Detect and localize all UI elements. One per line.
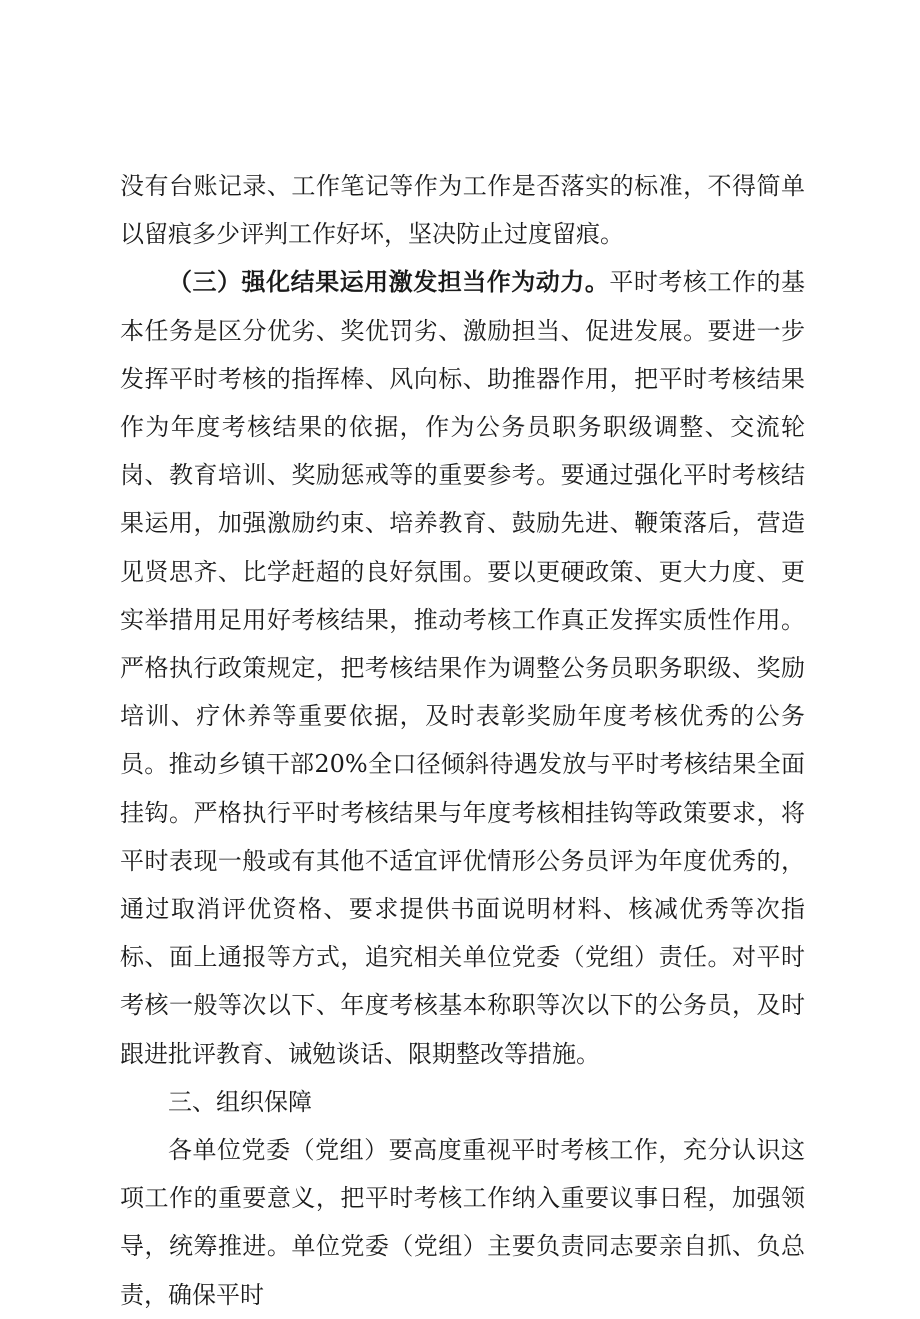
paragraph-body: 平时考核工作的基本任务是区分优劣、奖优罚劣、激励担当、促进发展。要进一步发挥平时考核的指挥棒、风向标、助推器作用，把平时考核结果作为年度考核结果的依据，作为公务员职务职级调整、交流轮岗、教育培训、奖励惩戒等的重要参考。要通过强化平时考核结果运用，加强激励约束、培养教育、鼓励先进、鞭策落后，营造见贤思齐、比学赶超的良好氛围。要以更硬政策、更大力度、更实举措用足用好考核结果，推动考核工作真正发挥实质性作用。严格执行政策规定，把考核结果作为调整公务员职务职级、奖励培训、疗休养等重要依据，及时表彰奖励年度考核优秀的公务员。推动乡镇干部20%全口径倾斜待遇发放与平时考核结果全面挂钩。严格执行平时考核结果与年度考核相挂钩等政策要求，将平时表现一般或有其他不适宜评优情形公务员评为年度优秀的，通过取消评优资格、要求提供书面说明材料、核减优秀等次指标、面上通报等方式，追究相关单位党委（党组）责任。对平时考核一般等次以下、年度考核基本称职等次以下的公务员，及时跟进批评教育、诫勉谈话、限期整改等措施。 [120,268,805,1068]
subsection-heading: （三）强化结果运用激发担当作为动力。 [168,268,610,297]
paragraph-result-application [120,258,805,1077]
paragraph-organization: 各单位党委（党组）要高度重视平时考核工作，充分认识这项工作的重要意义，把平时考核工作纳入重要议事日程，加强领导，统筹推进。单位党委（党组）主要负责同志要亲自抓、负总责，确保平时 [120,1136,805,1309]
document-body [120,162,805,1319]
paragraph-continuation: 没有台账记录、工作笔记等作为工作是否落实的标准，不得简单以留痕多少评判工作好坏，坚决防止过度留痕。 [120,172,805,249]
section-heading: 三、组织保障 [168,1087,312,1116]
